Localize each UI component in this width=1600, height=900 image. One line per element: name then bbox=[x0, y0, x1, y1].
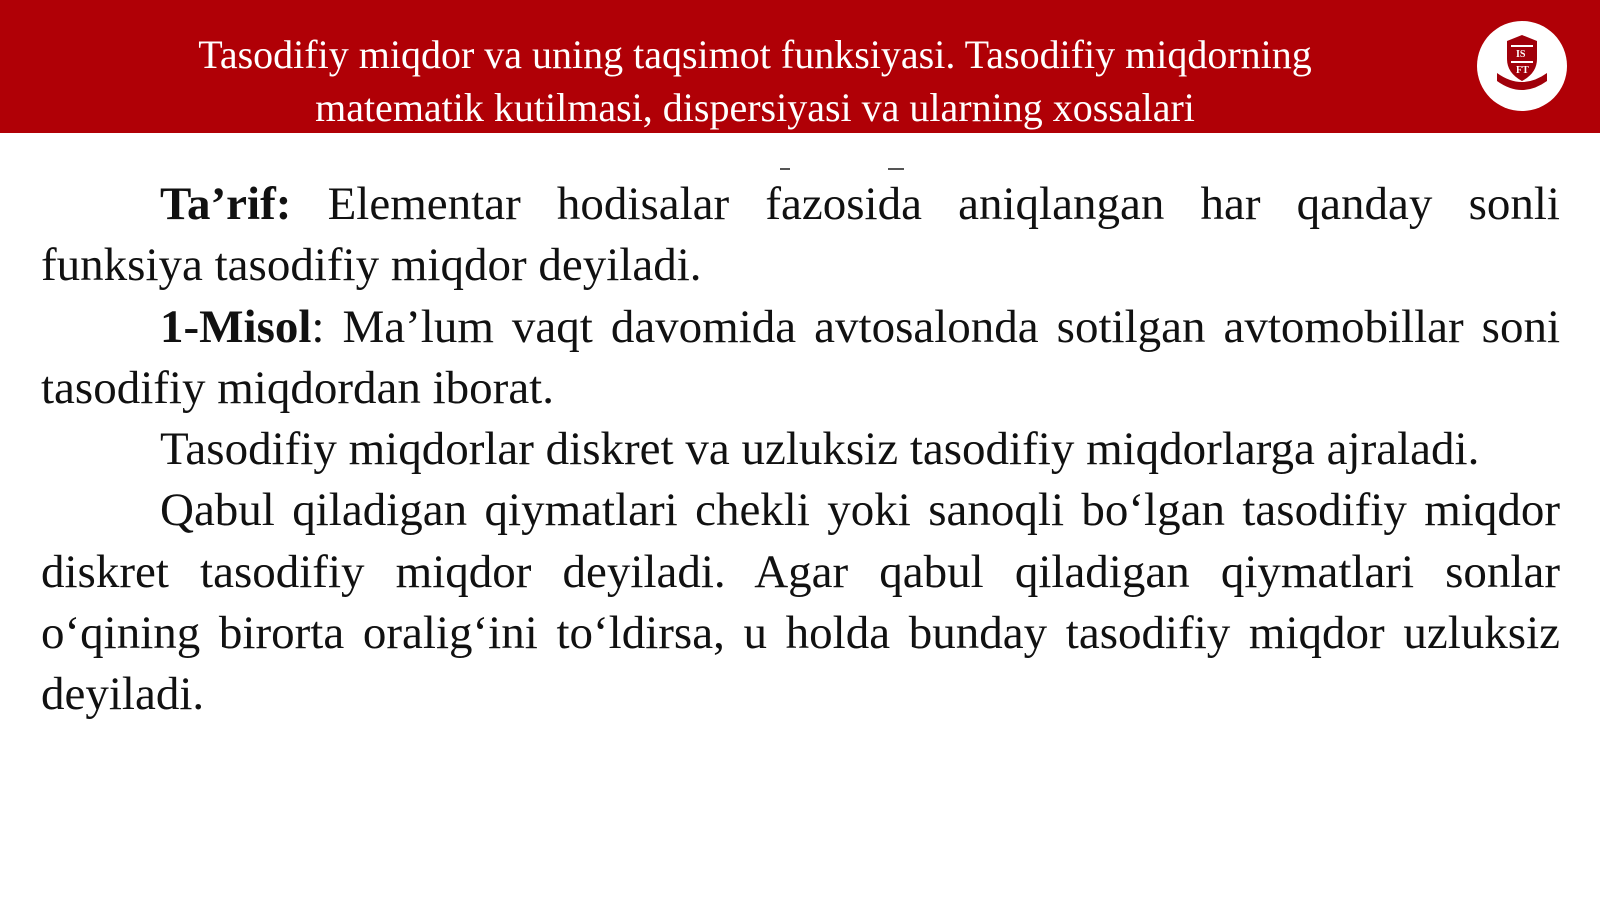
example-label: 1-Misol bbox=[160, 300, 312, 353]
discrete-continuous-text: Qabul qiladigan qiymatlari chekli yoki sanoqli bo‘lgan tasodifiy miqdor diskret tasodifiy miqdor deyiladi. Agar qabul qiladigan qiymatlari sonlar o‘qining birorta oralig‘ini to‘ldirsa, u holda bunday tasodifiy miqdor uzluksiz deyiladi. bbox=[41, 484, 1560, 721]
slide-title: Tasodifiy miqdor va uning taqsimot funksiyasi. Tasodifiy miqdorning matematik kutilmasi, dispersiyasi va ularning xossalari bbox=[198, 32, 1312, 130]
svg-text:IS: IS bbox=[1516, 49, 1526, 60]
definition-paragraph bbox=[41, 174, 1560, 297]
scan-mark bbox=[888, 168, 904, 170]
scan-mark bbox=[780, 168, 790, 170]
example-paragraph bbox=[41, 297, 1560, 420]
definition-label: Ta’rif: bbox=[160, 178, 292, 230]
svg-text:FT: FT bbox=[1516, 65, 1529, 76]
classification-paragraph bbox=[41, 419, 1560, 480]
classification-text: Tasodifiy miqdorlar diskret va uzluksiz tasodifiy miqdorlarga ajraladi. bbox=[160, 423, 1480, 476]
discrete-continuous-paragraph bbox=[41, 480, 1560, 725]
definition-text: Elementar hodisalar fazosida aniqlangan har qanday sonli funksiya tasodifiy miqdor deyiladi. bbox=[41, 178, 1560, 292]
slide-header bbox=[0, 0, 1600, 133]
institute-logo bbox=[1477, 21, 1567, 111]
slide-body bbox=[41, 174, 1560, 726]
isft-emblem-icon bbox=[1477, 21, 1567, 111]
example-text: : Ma’lum vaqt davomida avtosalonda sotilgan avtomobillar soni tasodifiy miqdordan iborat. bbox=[41, 300, 1560, 414]
